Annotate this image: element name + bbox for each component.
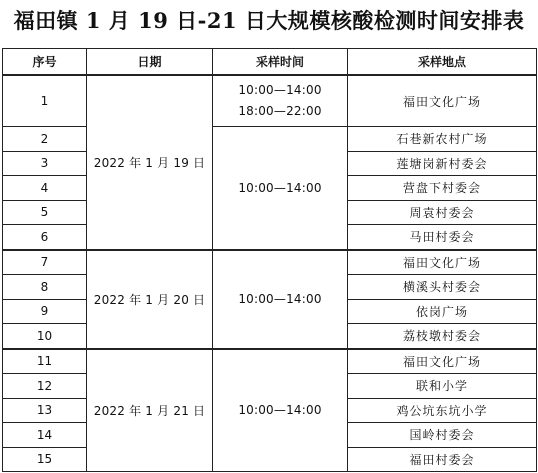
page-title: 福田镇 1 月 19 日-21 日大规模核酸检测时间安排表 [13, 8, 525, 33]
row-location: 荔枝墩村委会 [348, 324, 537, 349]
schedule-table [2, 48, 537, 472]
row-seq: 7 [3, 250, 87, 275]
row-location: 鸡公坑东坑小学 [348, 398, 537, 423]
row-seq: 4 [3, 176, 87, 201]
row-location: 横溪头村委会 [348, 275, 537, 300]
row-location: 福田文化广场 [348, 75, 537, 127]
row-location: 莲塘岗新村委会 [348, 151, 537, 176]
header-location: 采样地点 [348, 49, 537, 76]
row-location: 福田文化广场 [348, 250, 537, 275]
row-seq: 12 [3, 374, 87, 399]
table-row [3, 349, 537, 374]
header-seq: 序号 [3, 49, 87, 76]
row-location: 营盘下村委会 [348, 176, 537, 201]
row-seq: 15 [3, 447, 87, 472]
time-cell: 10:00—14:00 [213, 349, 348, 472]
row-seq: 11 [3, 349, 87, 374]
row-location: 联和小学 [348, 374, 537, 399]
row-seq: 2 [3, 127, 87, 152]
row-location: 周袁村委会 [348, 200, 537, 225]
time-cell: 10:00—14:00 [213, 127, 348, 250]
row-seq: 8 [3, 275, 87, 300]
row-location: 国岭村委会 [348, 423, 537, 448]
time-slot: 10:00—14:00 [238, 83, 322, 97]
table-row [3, 127, 537, 152]
header-time: 采样时间 [213, 49, 348, 76]
row-location: 福田村委会 [348, 447, 537, 472]
row-location: 福田文化广场 [348, 349, 537, 374]
row-location: 马田村委会 [348, 225, 537, 250]
table-row [3, 75, 537, 127]
row-location: 依岗广场 [348, 299, 537, 324]
row-seq: 6 [3, 225, 87, 250]
row-seq: 1 [3, 75, 87, 127]
row-seq: 13 [3, 398, 87, 423]
row-seq: 5 [3, 200, 87, 225]
row-seq: 9 [3, 299, 87, 324]
table-header-row [3, 49, 537, 76]
time-cell: 10:00—14:00 [213, 250, 348, 349]
row-seq: 10 [3, 324, 87, 349]
table-row [3, 250, 537, 275]
date-cell: 2022 年 1 月 21 日 [87, 349, 213, 472]
row-seq: 3 [3, 151, 87, 176]
row-seq: 14 [3, 423, 87, 448]
header-date: 日期 [87, 49, 213, 76]
date-cell: 2022 年 1 月 20 日 [87, 250, 213, 349]
row-location: 石巷新农村广场 [348, 127, 537, 152]
time-slot: 18:00—22:00 [238, 104, 322, 118]
time-cell [213, 75, 348, 127]
date-cell: 2022 年 1 月 19 日 [87, 75, 213, 250]
